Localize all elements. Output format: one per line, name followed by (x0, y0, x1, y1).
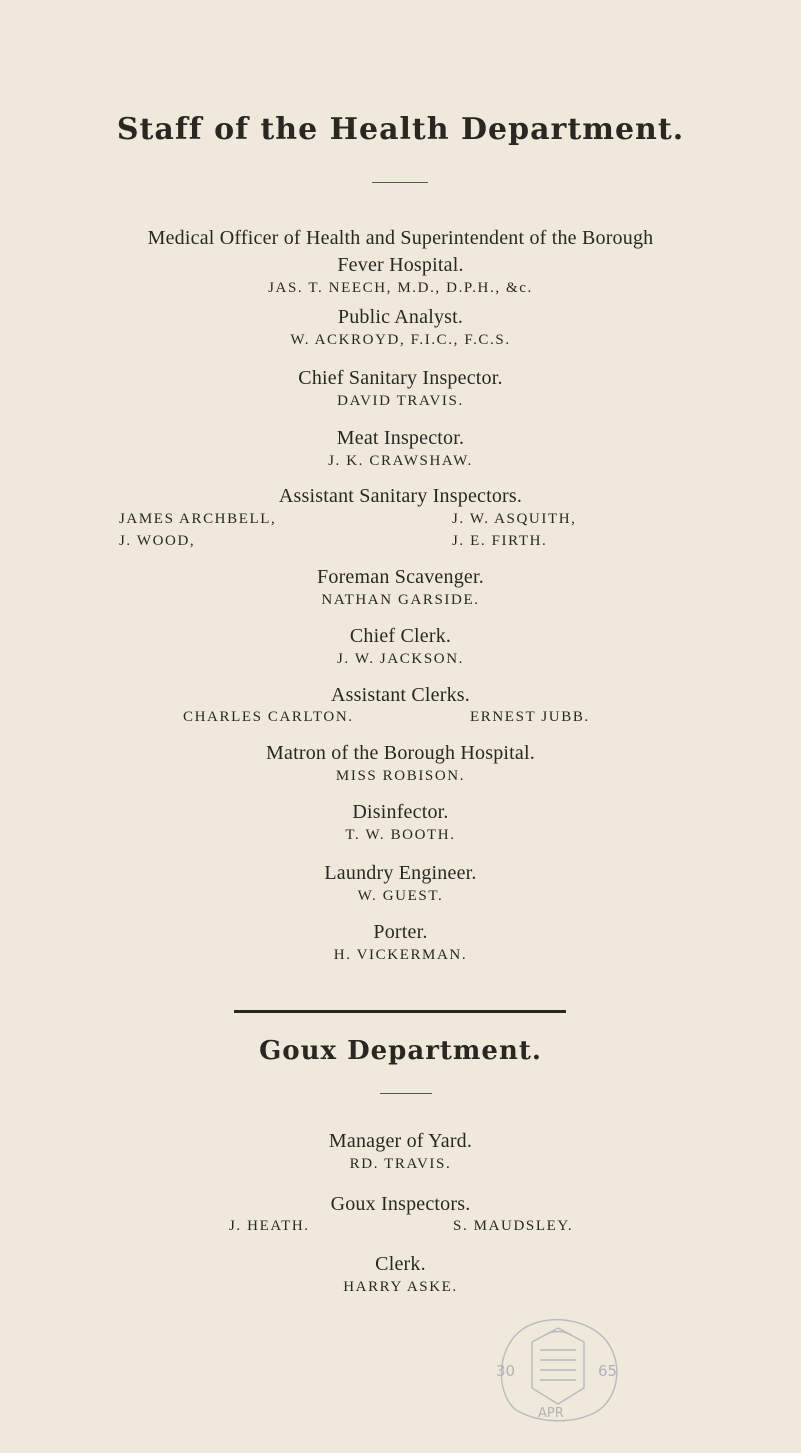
entry-manager-of-yard (0, 1130, 801, 1173)
entry-name: J. K. CRAWSHAW. (328, 453, 473, 469)
entry-public-analyst (0, 306, 801, 349)
entry-title: Disinfector. (352, 801, 449, 823)
entry-name: W. GUEST. (357, 888, 444, 904)
entry-clerk (0, 1253, 801, 1296)
entry-assistant-sanitary-inspectors (0, 485, 801, 508)
entry-name: J. HEATH. (229, 1218, 310, 1234)
entry-title: Clerk. (375, 1253, 426, 1275)
entry-name: J. W. ASQUITH, (452, 511, 577, 527)
entry-foreman-scavenger (0, 566, 801, 609)
entry-disinfector (0, 801, 801, 844)
entry-title: Assistant Sanitary Inspectors. (278, 485, 523, 507)
entry-assistant-clerks (0, 684, 801, 707)
stamp-day: 30 (496, 1362, 516, 1380)
entry-title: Medical Officer of Health and Superintendent of the Borough (147, 227, 654, 249)
entry-name: S. MAUDSLEY. (453, 1218, 574, 1234)
entry-name: J. W. JACKSON. (336, 651, 464, 667)
entry-name: H. VICKERMAN. (333, 947, 468, 963)
entry-title: Goux Inspectors. (330, 1193, 471, 1215)
entry-title: Laundry Engineer. (324, 862, 477, 884)
entry-chief-sanitary-inspector (0, 367, 801, 410)
entry-name: RD. TRAVIS. (349, 1156, 452, 1172)
entry-name: DAVID TRAVIS. (337, 393, 464, 409)
page-title: Staff of the Health Department. (116, 112, 685, 147)
entry-name: HARRY ASKE. (343, 1279, 458, 1295)
entry-title: Public Analyst. (337, 306, 464, 328)
entry-title: Foreman Scavenger. (317, 566, 484, 588)
entry-title: Assistant Clerks. (331, 684, 470, 706)
stamp-year: 65 (598, 1362, 618, 1380)
entry-name: NATHAN GARSIDE. (321, 592, 480, 608)
entry-name: ERNEST JUBB. (470, 709, 590, 725)
entry-matron (0, 742, 801, 785)
entry-name: MISS ROBISON. (335, 768, 466, 784)
entry-title-continued: Fever Hospital. (337, 254, 464, 276)
entry-title: Matron of the Borough Hospital. (266, 742, 535, 764)
divider (380, 1093, 432, 1094)
section-divider (234, 1010, 566, 1013)
entry-title: Chief Clerk. (349, 625, 452, 647)
entry-porter (0, 921, 801, 964)
entry-chief-clerk (0, 625, 801, 668)
entry-name: JAS. T. NEECH, M.D., D.P.H., &c. (268, 280, 533, 296)
entry-meat-inspector (0, 427, 801, 470)
section-title: Goux Department. (259, 1036, 542, 1066)
entry-goux-inspectors (0, 1193, 801, 1216)
entry-name: CHARLES CARLTON. (183, 709, 354, 725)
entry-name: W. ACKROYD, F.I.C., F.C.S. (290, 332, 511, 348)
entry-title: Chief Sanitary Inspector. (298, 367, 503, 389)
entry-medical-officer (0, 227, 801, 297)
entry-name: T. W. BOOTH. (345, 827, 456, 843)
entry-name: J. E. FIRTH. (452, 533, 548, 549)
entry-name: J. WOOD, (119, 533, 196, 549)
library-stamp (488, 1312, 628, 1422)
entry-title: Manager of Yard. (328, 1130, 473, 1152)
entry-title: Meat Inspector. (336, 427, 465, 449)
stamp-month: APR (538, 1406, 564, 1421)
entry-title: Porter. (373, 921, 428, 943)
entry-laundry-engineer (0, 862, 801, 905)
entry-name: JAMES ARCHBELL, (119, 511, 277, 527)
divider (372, 182, 428, 183)
